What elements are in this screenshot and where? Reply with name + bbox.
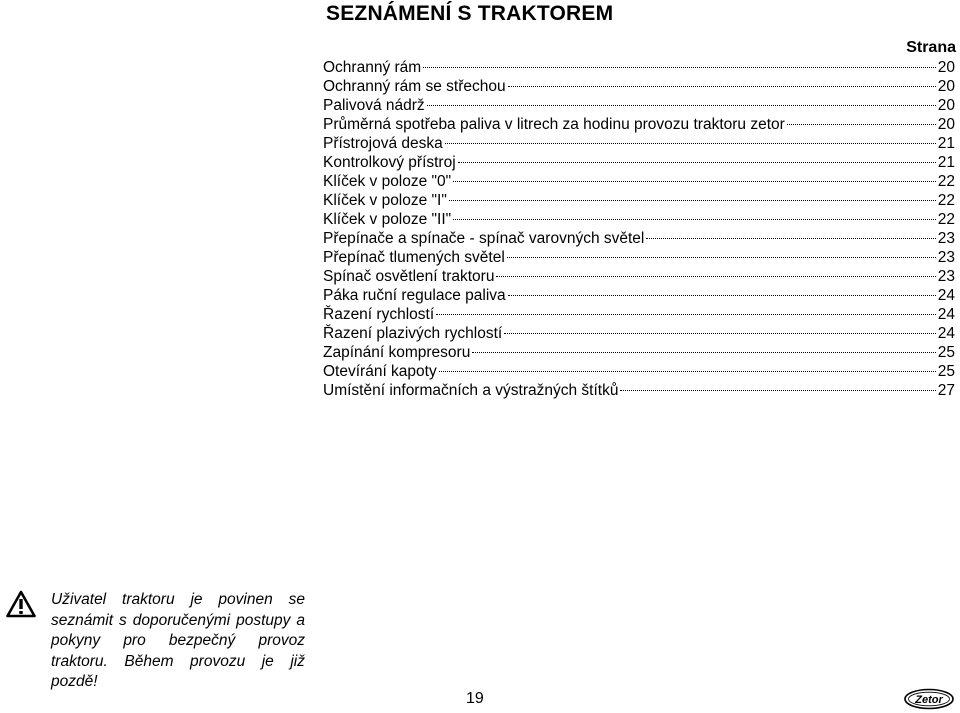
toc-entry [323,210,955,229]
toc-entry-label: Ochranný rám se střechou [323,78,506,95]
toc-entry-page: 24 [937,306,955,323]
toc-entry-leader-dots [496,276,935,277]
toc-entry-leader-dots [458,162,936,163]
page-column-header: Strana [906,39,956,56]
toc-entry-label: Klíček v poloze "0" [323,173,452,190]
toc-entry-leader-dots [423,67,936,68]
toc-entry-page: 23 [937,249,955,266]
toc-entry [323,248,955,267]
toc-entry-leader-dots [507,257,936,258]
warning-text: Uživatel traktoru je povinen se seznámit s doporučenými postupy a pokyny pro bezpečný provoz traktoru. Během provozu je již pozdě! [51,591,305,690]
toc-entry-leader-dots [445,143,936,144]
page-number: 19 [466,690,484,707]
toc-entry [323,77,955,96]
toc-entry [323,229,955,248]
toc-entry-page: 25 [937,363,955,380]
toc-entry-leader-dots [646,238,935,239]
toc-entry-leader-dots [449,200,936,201]
toc-entry-leader-dots [427,105,936,106]
toc-entry [323,96,955,115]
toc-entry-page: 25 [937,344,955,361]
toc-entry-page: 20 [937,116,955,133]
toc-entry [323,381,955,400]
toc-entry [323,343,955,362]
toc-entry-label: Řazení plazivých rychlostí [323,325,503,342]
toc-entry-page: 20 [937,97,955,114]
toc-entry-page: 22 [937,173,955,190]
toc-entry-leader-dots [436,314,936,315]
toc-entry [323,191,955,210]
toc-entry-page: 20 [937,78,955,95]
toc-entry-leader-dots [453,219,936,220]
toc-entry-label: Přepínač tlumených světel [323,249,505,266]
toc-entry [323,134,955,153]
toc-entry-label: Ochranný rám [323,59,422,76]
toc-entry-label: Umístění informačních a výstražných štítků [323,382,619,399]
toc-entry [323,362,955,381]
toc-entry-leader-dots [439,371,936,372]
toc-entry-label: Průměrná spotřeba paliva v litrech za hodinu provozu traktoru zetor [323,116,785,133]
toc-entry-leader-dots [620,390,935,391]
toc-entry [323,172,955,191]
page-title: SEZNÁMENÍ S TRAKTOREM [326,2,614,25]
toc-entry-label: Řazení rychlostí [323,306,435,323]
toc-entry-label: Klíček v poloze "II" [323,211,452,228]
toc-entry [323,286,955,305]
toc-entry-label: Palivová nádrž [323,97,425,114]
toc-entry-leader-dots [504,333,936,334]
toc-entry-page: 22 [937,192,955,209]
toc-entry [323,115,955,134]
toc-entry [323,153,955,172]
toc-entry-page: 24 [937,287,955,304]
toc-entry-page: 22 [937,211,955,228]
toc-entry-label: Klíček v poloze "I" [323,192,447,209]
toc-entry [323,305,955,324]
toc-entry [323,324,955,343]
zetor-logo-icon [903,688,955,710]
table-of-contents [323,58,955,400]
toc-entry-page: 20 [937,59,955,76]
toc-entry-leader-dots [472,352,935,353]
toc-entry-page: 27 [937,382,955,399]
toc-entry-leader-dots [453,181,936,182]
toc-entry-leader-dots [787,124,936,125]
toc-entry-page: 21 [937,135,955,152]
toc-entry-label: Otevírání kapoty [323,363,437,380]
toc-entry-page: 21 [937,154,955,171]
toc-entry-page: 23 [937,268,955,285]
toc-entry-page: 23 [937,230,955,247]
svg-text:Zetor: Zetor [915,694,943,706]
toc-entry-leader-dots [508,295,936,296]
warning-triangle-icon [6,590,36,618]
toc-entry [323,267,955,286]
toc-entry-page: 24 [937,325,955,342]
toc-entry [323,58,955,77]
toc-entry-label: Páka ruční regulace paliva [323,287,506,304]
toc-entry-label: Kontrolkový přístroj [323,154,456,171]
toc-entry-label: Zapínání kompresoru [323,344,471,361]
toc-entry-label: Přepínače a spínače - spínač varovných světel [323,230,645,247]
toc-entry-label: Spínač osvětlení traktoru [323,268,495,285]
toc-entry-leader-dots [508,86,936,87]
toc-entry-label: Přístrojová deska [323,135,443,152]
